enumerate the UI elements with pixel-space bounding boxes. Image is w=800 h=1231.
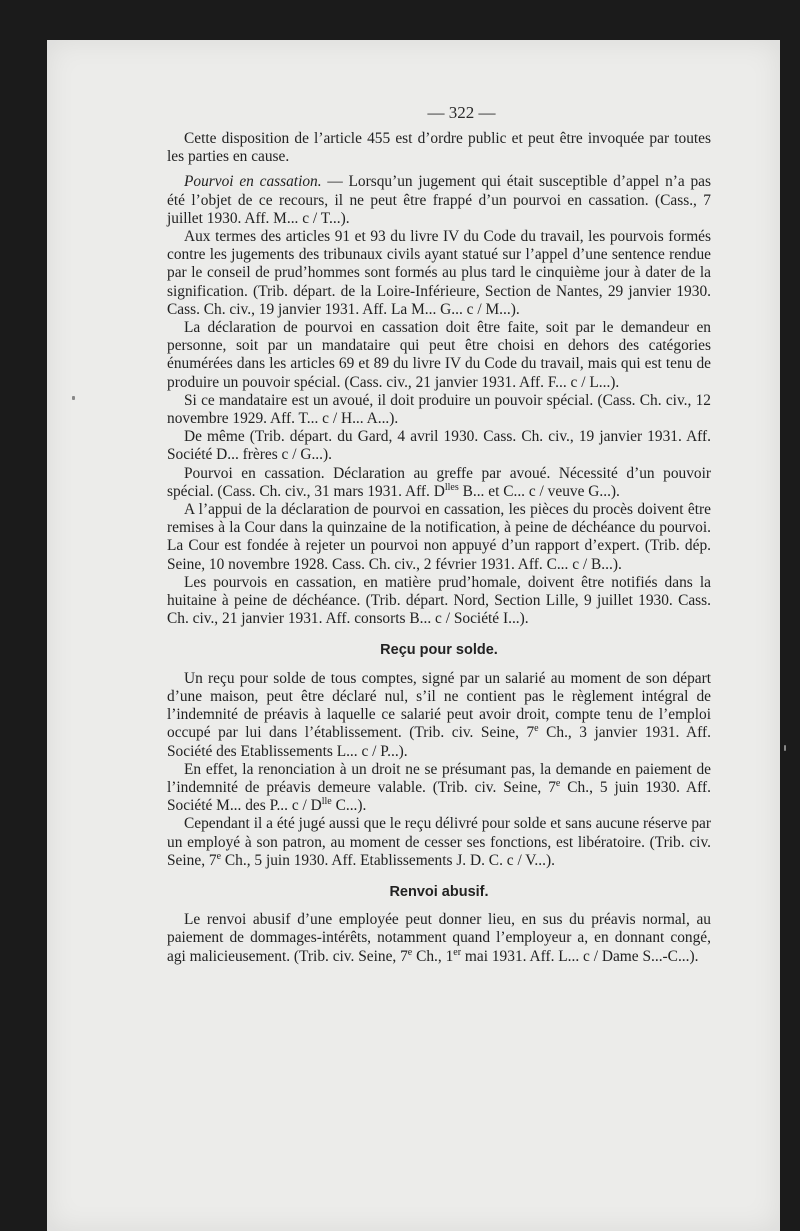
- paragraph: Le renvoi abusif d’une employée peut donner lieu, en sus du préavis normal, au paiement de dommages-intérêts, notamment quand l’employeur a, en donnant congé, agi malicieusement. (Trib. civ. Seine, 7e Ch., 1er mai 1931. Aff. L... c / Dame S...-C...).: [167, 911, 711, 965]
- paragraph: Cette disposition de l’article 455 est d’ordre public et peut être invoquée par toutes les parties en cause.: [167, 130, 711, 166]
- paragraph: De même (Trib. départ. du Gard, 4 avril 1930. Cass. Ch. civ., 19 janvier 1931. Aff. Société D... frères c / G...).: [167, 428, 711, 464]
- paper-speck: [72, 396, 75, 400]
- paragraph: Cependant il a été jugé aussi que le reçu délivré pour solde et sans aucune réserve par un employé à son patron, au moment de cesser ses fonctions, est libératoire. (Trib. civ. Seine, 7e Ch., 5 juin 1930. Aff. Etablissements J. D. C. c / V...).: [167, 815, 711, 869]
- paragraph: Aux termes des articles 91 et 93 du livre IV du Code du travail, les pourvois formés contre les jugements des tribunaux civils ayant statué sur l’appel d’une sentence rendue par le conseil de prud’hommes sont formés au plus tard le cinquième jour à dater de la signification. (Trib. départ. de la Loire-Inférieure, Section de Nantes, 29 janvier 1930. Cass. Ch. civ., 19 janvier 1931. Aff. La M... G... c / M...).: [167, 228, 711, 318]
- paragraph: Si ce mandataire est un avoué, il doit produire un pouvoir spécial. (Cass. Ch. civ., 12 novembre 1929. Aff. T... c / H... A...).: [167, 391, 711, 428]
- paragraph-lead: Pourvoi en cassation.: [184, 173, 322, 191]
- section-heading: Reçu pour solde.: [380, 642, 498, 659]
- paragraph: En effet, la renonciation à un droit ne se présumant pas, la demande en paiement de l’indemnité de préavis demeure valable. (Trib. civ. Seine, 7e Ch., 5 juin 1930. Aff. Société M... des P... c / $D^{lle}$ C...).: [167, 760, 711, 815]
- paragraph: A l’appui de la déclaration de pourvoi en cassation, les pièces du procès doivent être remises à la Cour dans la quinzaine de la notification, à peine de déchéance du pourvoi. La Cour est fondée à rejeter un pourvoi non appuyé d’un rapport d’expert. (Trib. dép. Seine, 10 novembre 1928. Cass. Ch. civ., 2 février 1931. Aff. C... c / B...).: [167, 501, 711, 573]
- paragraph: Les pourvois en cassation, en matière prud’homale, doivent être notifiés dans la huitaine à peine de déchéance. (Trib. départ. Nord, Section Lille, 9 juillet 1930. Cass. Ch. civ., 21 janvier 1931. Aff. consorts B... c / Société I...).: [167, 573, 711, 628]
- page-body: [167, 130, 711, 966]
- paragraph: Pourvoi en cassation. — Lorsqu’un jugement qui était susceptible d’appel n’a pas été l’objet de ce recours, il ne peut être frappé d’un pourvoi en cassation. (Cass., 7 juillet 1930. Aff. M... c / T...).: [167, 173, 711, 227]
- paragraph: La déclaration de pourvoi en cassation doit être faite, soit par le demandeur en personne, soit par un mandataire qui peut être choisi en dehors des catégories énumérées dans les articles 69 et 89 du livre IV du Code du travail, mais qui est tenu de produire un pouvoir spécial. (Cass. civ., 21 janvier 1931. Aff. F... c / L...).: [167, 319, 711, 391]
- paragraph: Un reçu pour solde de tous comptes, signé par un salarié au moment de son départ d’une maison, peut être déclaré nul, s’il ne contient pas le règlement intégral de l’indemnité de préavis à laquelle ce salarié peut avoir droit, compte tenu de l’emploi occupé par lui dans l’établissement. (Trib. civ. Seine, 7e Ch., 3 janvier 1931. Aff. Société des Etablissements L... c / P...).: [167, 669, 711, 760]
- section-heading: Renvoi abusif.: [389, 883, 489, 900]
- document-page: [47, 40, 780, 1231]
- page-number: — 322 —: [427, 103, 496, 122]
- paper-speck: [784, 745, 786, 751]
- paragraph: Pourvoi en cassation. Déclaration au greffe par avoué. Nécessité d’un pouvoir spécial. (Cass. Ch. civ., 31 mars 1931. Aff. $D^{lles}$ B... et C... c / veuve G...).: [167, 464, 711, 500]
